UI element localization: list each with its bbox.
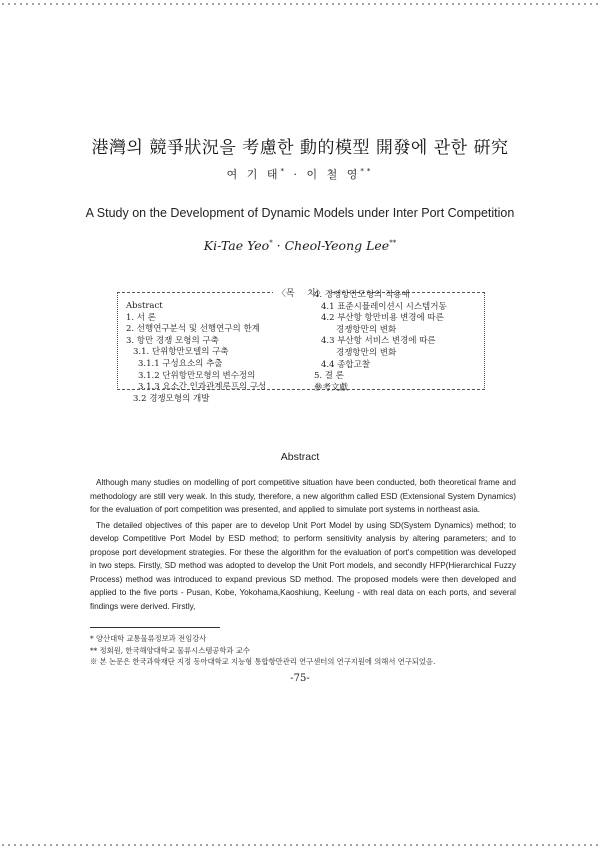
toc-item: 3.1. 단위항만모델의 구축 <box>133 347 229 358</box>
toc-item: 4.1 표준시뮬레이션시 시스템거동 <box>321 301 447 312</box>
table-of-contents <box>117 289 485 404</box>
paper-title-english: A Study on the Development of Dynamic Models under Inter Port Competition <box>85 206 515 220</box>
toc-item: 4.3 부산항 서비스 변경에 따른 <box>321 336 436 347</box>
author-1-en-mark: * <box>269 238 273 247</box>
footnote: ※ 본 논문은 한국과학재단 지정 동아대학교 지능형 통합항만관리 연구센터의 연구지원에 의해서 연구되었음. <box>90 657 436 667</box>
toc-item: 5. 결 론 <box>314 371 344 382</box>
toc-item: Abstract <box>126 301 163 311</box>
abstract-paragraph: Although many studies on modelling of port competitive situation have been conducted, both theoretical frame and methodology are still very weak. In this study, therefore, a new algorithm called ESD (Extensional System Dynamics) for the evaluation of port competition was presented, and applied to simulate port systems in northeast asia. <box>90 478 516 514</box>
toc-item: 경쟁항만의 변화 <box>336 324 397 335</box>
toc-item: 3.1.1 구성요소의 추출 <box>138 358 223 369</box>
paper-title-korean: 港灣의 競爭狀況을 考慮한 動的模型 開發에 관한 硏究 <box>91 138 509 158</box>
scan-edge-bottom <box>0 843 600 847</box>
author-2-en-mark: ** <box>389 238 397 247</box>
author-1-ko-mark: * <box>280 167 287 176</box>
author-1-ko: 여 기 태 <box>226 168 281 181</box>
author-1-en: Ki-Tae Yeo <box>203 238 270 253</box>
toc-item: 1. 서 론 <box>126 312 156 323</box>
toc-item: 4.2 부산항 항만비용 변경에 따른 <box>321 313 444 324</box>
toc-right-column <box>314 290 479 394</box>
footnote-divider <box>90 627 220 628</box>
author-separator-ko: · <box>293 168 300 181</box>
abstract-heading: Abstract <box>280 451 320 463</box>
abstract-body <box>90 476 516 615</box>
author-2-ko-mark: ** <box>360 167 374 176</box>
toc-item: 3.1.3 요소간 인과관계루프의 구성 <box>138 382 267 393</box>
toc-item: 3. 항만 경쟁 모형의 구축 <box>126 335 219 346</box>
author-separator-en: · <box>272 238 285 253</box>
toc-item: 경쟁항만의 변화 <box>336 347 397 358</box>
scan-edge-top <box>0 2 600 6</box>
toc-item: 4.4 종합고찰 <box>321 359 371 370</box>
toc-item: 2. 선행연구분석 및 선행연구의 한계 <box>126 324 260 335</box>
abstract-paragraph: The detailed objectives of this paper are to develop Unit Port Model by using SD(System Dynamics) method; to develop Competitive Port Model by ESD method; to perform sensitivity analysis by altering parameters; and to propose port development strategies. For these the algorithm for the evaluation of port's competition was developed in two steps. Firstly, SD method was adopted to develop the Unit Port models, and secondly HFP(Hierarchical Fuzzy Process) method was introduced to expand previous SD method. The proposed models were then developed and applied to the five ports - Pusan, Kobe, Yokohama,Kaoshiung, Keelung - with real data on each ports, and several findings were derived. Firstly, <box>90 520 516 611</box>
toc-item: 參考文獻 <box>314 382 349 393</box>
page-number: -75- <box>290 673 310 684</box>
authors-english <box>0 238 600 253</box>
toc-item: 3.2 경쟁모형의 개발 <box>133 393 210 404</box>
toc-item: 3.1.2 단위항만모형의 변수정의 <box>138 370 256 381</box>
toc-heading: 〈목 차〉 <box>118 286 484 299</box>
toc-left-column <box>126 301 306 405</box>
author-2-ko: 이 철 영 <box>306 168 361 181</box>
footnote: ** 정회원, 한국해양대학교 물류시스템공학과 교수 <box>90 645 250 655</box>
author-2-en: Cheol-Yeong Lee <box>284 238 390 253</box>
footnotes <box>90 633 520 668</box>
footnote: * 양산대학 교통물류정보과 전임강사 <box>90 634 207 643</box>
toc-item: 4. 경쟁항만모형의 적용예 <box>314 290 410 300</box>
authors-korean <box>0 166 600 182</box>
